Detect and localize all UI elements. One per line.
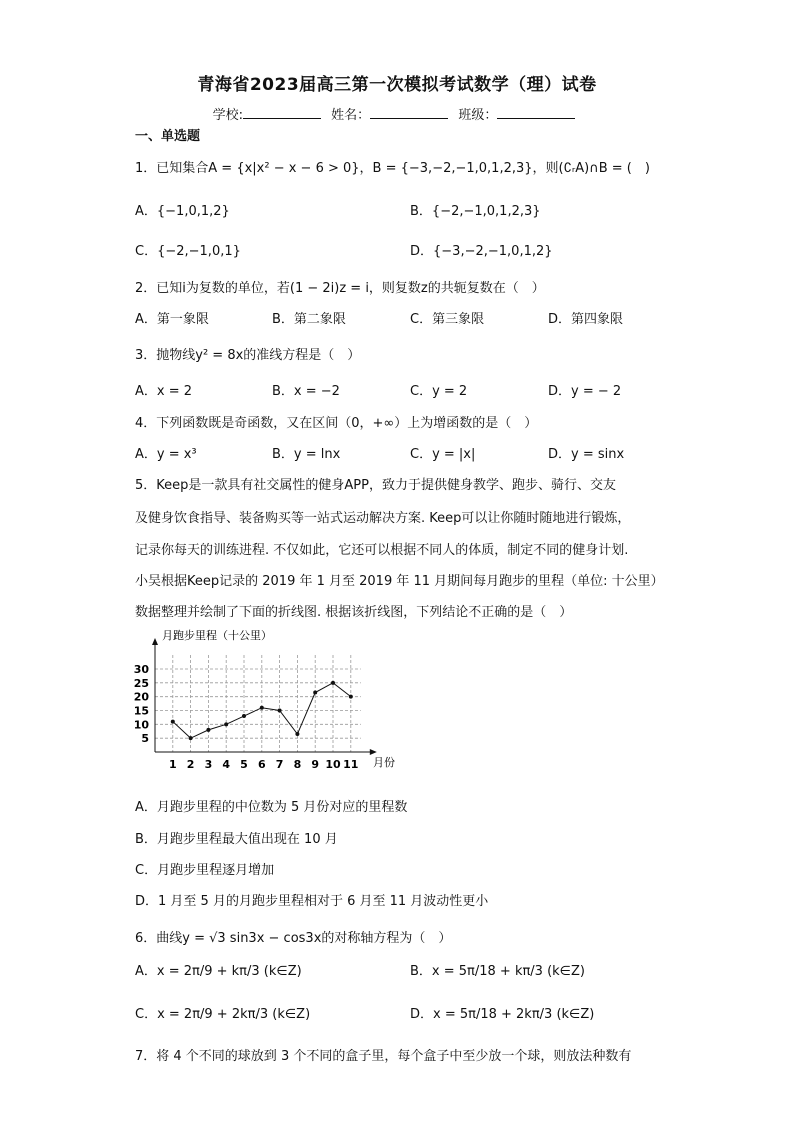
chart-x-tick-label: 3 (204, 758, 213, 771)
question-5-line-5: 数据整理并绘制了下面的折线图. 根据该折线图，下列结论不正确的是（ ） (135, 605, 573, 620)
chart-y-tick-label: 30 (133, 663, 149, 676)
question-1-stem: 1．已知集合A = {x|x² − x − 6 > 0}，B = {−3,−2,−1,0,1,2,3}，则(∁ᵣA)∩B = ( ) (135, 161, 650, 176)
chart-data-point (278, 709, 282, 713)
question-5-option-b[interactable]: B．月跑步里程最大值出现在 10 月 (135, 832, 338, 847)
question-6-option-d[interactable]: D．x = 5π/18 + 2kπ/3 (k∈Z) (410, 1007, 595, 1022)
chart-data-point (331, 681, 335, 685)
chart-data-point (224, 722, 228, 726)
chart-x-tick-label: 2 (186, 758, 195, 771)
question-6-stem: 6．曲线y = √3 sin3x − cos3x的对称轴方程为（ ） (135, 931, 452, 946)
chart-x-tick-label: 8 (293, 758, 302, 771)
question-3-option-a[interactable]: A．x = 2 (135, 384, 193, 399)
question-5-line-3: 记录你每天的训练进程. 不仅如此，它还可以根据不同人的体质，制定不同的健身计划. (135, 543, 629, 558)
chart-y-axis-label: 月跑步里程（十公里） (162, 629, 272, 642)
question-4-option-c[interactable]: C．y = |x| (410, 447, 476, 462)
section-heading: 一、单选题 (135, 129, 201, 144)
page-title: 青海省2023届高三第一次模拟考试数学（理）试卷 (197, 75, 597, 95)
chart-x-tick-label: 6 (257, 758, 266, 771)
chart-data-point (206, 728, 210, 732)
question-5-option-a[interactable]: A．月跑步里程的中位数为 5 月份对应的里程数 (135, 800, 408, 815)
chart-x-axis-arrow (370, 749, 377, 755)
question-2-option-d[interactable]: D．第四象限 (548, 312, 624, 327)
question-3-option-b[interactable]: B．x = −2 (272, 384, 340, 399)
name-field[interactable] (370, 106, 448, 119)
question-3-stem: 3．抛物线y² = 8x的准线方程是（ ） (135, 348, 361, 363)
question-1-option-d[interactable]: D．{−3,−2,−1,0,1,2} (410, 244, 553, 259)
question-5-line-1: 5．Keep是一款具有社交属性的健身APP，致力于提供健身教学、跑步、骑行、交友 (135, 478, 616, 493)
chart-grid (155, 655, 361, 752)
question-4-option-a[interactable]: A．y = x³ (135, 447, 197, 462)
chart-data-point (189, 736, 193, 740)
question-4-stem: 4．下列函数既是奇函数，又在区间（0，+∞）上为增函数的是（ ） (135, 416, 538, 431)
chart-data-point (295, 732, 299, 736)
question-5-line-2: 及健身饮食指导、装备购买等一站式运动解决方案. Keep可以让你随时随地进行锻炼， (135, 511, 631, 526)
question-2-option-c[interactable]: C．第三象限 (410, 312, 485, 327)
question-6-option-a[interactable]: A．x = 2π/9 + kπ/3 (k∈Z) (135, 964, 302, 979)
name-label: 姓名： (331, 108, 371, 123)
chart-x-tick-label: 5 (240, 758, 248, 771)
class-label: 班级： (458, 108, 498, 123)
chart-x-tick-label: 10 (325, 758, 341, 771)
chart-y-tick-label: 5 (141, 732, 149, 746)
class-field[interactable] (497, 106, 575, 119)
question-1-option-a[interactable]: A．{−1,0,1,2} (135, 204, 230, 219)
question-2-stem: 2．已知i为复数的单位，若(1 − 2i)z = i，则复数z的共轭复数在（ ） (135, 281, 545, 296)
school-label: 学校: (212, 108, 244, 123)
chart-data-point (260, 706, 264, 710)
chart-y-ticks (134, 663, 150, 745)
question-2-option-b[interactable]: B．第二象限 (272, 312, 346, 327)
question-4-option-d[interactable]: D．y = sinx (548, 447, 625, 462)
question-1-option-b[interactable]: B．{−2,−1,0,1,2,3} (410, 204, 541, 219)
chart-y-tick-label: 25 (133, 676, 149, 690)
chart-x-tick-label: 4 (222, 758, 231, 771)
question-1-option-c[interactable]: C．{−2,−1,0,1} (135, 244, 241, 259)
question-6-option-b[interactable]: B．x = 5π/18 + kπ/3 (k∈Z) (410, 964, 585, 979)
chart-y-tick-label: 15 (133, 704, 149, 718)
chart-x-tick-label: 1 (168, 758, 177, 771)
chart-data-point (242, 714, 246, 718)
chart-x-tick-label: 9 (311, 758, 320, 771)
running-mileage-line-chart (128, 625, 408, 775)
question-4-option-b[interactable]: B．y = lnx (272, 447, 341, 462)
chart-y-axis-arrow (152, 638, 158, 645)
chart-y-tick-label: 20 (133, 690, 149, 704)
chart-x-tick-label: 11 (343, 758, 359, 771)
question-7-stem: 7．将 4 个不同的球放到 3 个不同的盒子里，每个盒子中至少放一个球，则放法种数有 (135, 1049, 632, 1064)
question-5-line-4: 小吴根据Keep记录的 2019 年 1 月至 2019 年 11 月期间每月跑步的里程（单位: 十公里） (135, 574, 664, 589)
chart-data-point (171, 720, 175, 724)
chart-data-point (313, 691, 317, 695)
question-5-option-d[interactable]: D．1 月至 5 月的月跑步里程相对于 6 月至 11 月波动性更小 (135, 894, 489, 909)
student-info-line (0, 104, 794, 123)
chart-x-axis-label: 月份 (373, 756, 395, 769)
chart-x-tick-label: 7 (275, 758, 284, 771)
chart-y-tick-label: 10 (133, 718, 149, 732)
question-6-option-c[interactable]: C．x = 2π/9 + 2kπ/3 (k∈Z) (135, 1007, 311, 1022)
question-3-option-c[interactable]: C．y = 2 (410, 384, 468, 399)
school-field[interactable] (243, 106, 321, 119)
question-3-option-d[interactable]: D．y = − 2 (548, 384, 622, 399)
chart-x-ticks (169, 758, 358, 771)
question-5-option-c[interactable]: C．月跑步里程逐月增加 (135, 863, 275, 878)
chart-data-point (349, 695, 353, 699)
question-2-option-a[interactable]: A．第一象限 (135, 312, 209, 327)
